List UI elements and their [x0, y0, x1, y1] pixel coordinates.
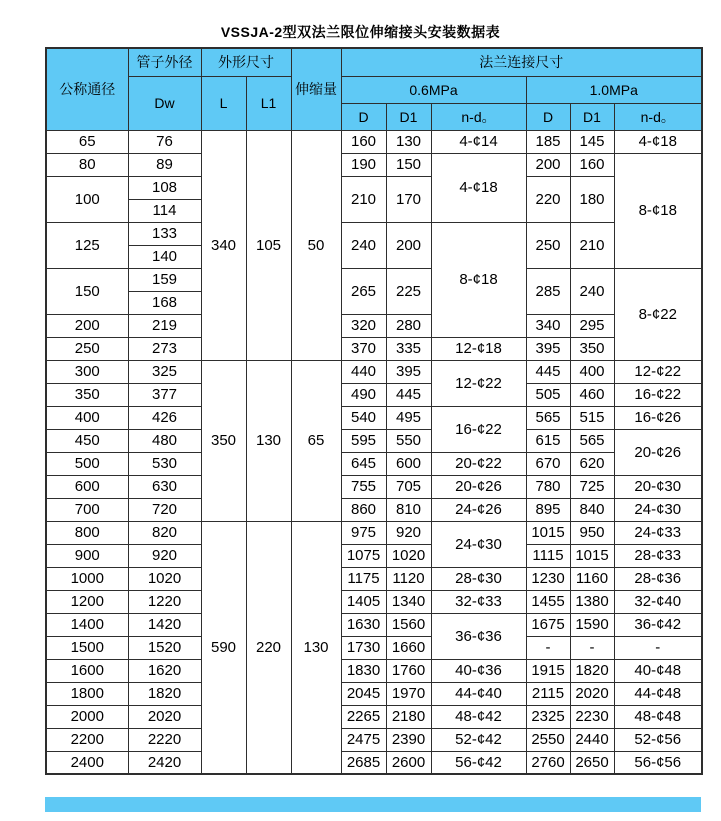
- table-cell: 530: [128, 452, 201, 475]
- table-cell: 40-¢48: [614, 659, 702, 682]
- table-cell: 52-¢56: [614, 728, 702, 751]
- table-cell: 1020: [386, 544, 431, 567]
- table-cell: 2180: [386, 705, 431, 728]
- table-row: [46, 475, 702, 498]
- table-cell: 210: [570, 222, 614, 268]
- table-row: [46, 383, 702, 406]
- header-nd-06: n-d。: [431, 103, 526, 130]
- table-cell: 12-¢22: [614, 360, 702, 383]
- header-expansion: 伸缩量: [291, 48, 341, 130]
- table-cell: 285: [526, 268, 570, 314]
- header-06mpa: 0.6MPa: [341, 76, 526, 103]
- table-cell: 1000: [46, 567, 128, 590]
- table-cell: 160: [570, 153, 614, 176]
- table-row: [46, 429, 702, 452]
- table-cell: 225: [386, 268, 431, 314]
- table-cell: 1015: [570, 544, 614, 567]
- table-cell: 1420: [128, 613, 201, 636]
- table-cell: 20-¢26: [614, 429, 702, 475]
- table-row: [46, 705, 702, 728]
- table-cell: 168: [128, 291, 201, 314]
- table-cell: 36-¢36: [431, 613, 526, 659]
- table-cell: 350: [46, 383, 128, 406]
- table-cell: 1115: [526, 544, 570, 567]
- table-cell: 280: [386, 314, 431, 337]
- table-header: [46, 48, 702, 130]
- table-cell: 300: [46, 360, 128, 383]
- table-cell: 725: [570, 475, 614, 498]
- table-row: [46, 222, 702, 245]
- table-cell: 100: [46, 176, 128, 222]
- table-cell: 395: [526, 337, 570, 360]
- table-cell: 2420: [128, 751, 201, 774]
- table-cell: 950: [570, 521, 614, 544]
- table-row: [46, 268, 702, 291]
- table-cell: 480: [128, 429, 201, 452]
- table-cell: 900: [46, 544, 128, 567]
- table-cell: 16-¢26: [614, 406, 702, 429]
- table-cell: 200: [46, 314, 128, 337]
- table-row: [46, 544, 702, 567]
- table-cell: 108: [128, 176, 201, 199]
- header-pipe-outer-diameter: 管子外径: [128, 48, 201, 76]
- installation-data-table: [45, 47, 703, 775]
- table-cell: 670: [526, 452, 570, 475]
- table-cell: 780: [526, 475, 570, 498]
- table-cell: 645: [341, 452, 386, 475]
- table-row: [46, 360, 702, 383]
- table-cell: 325: [128, 360, 201, 383]
- table-body: [46, 130, 702, 774]
- table-cell: 190: [341, 153, 386, 176]
- table-cell: 1200: [46, 590, 128, 613]
- table-cell: 810: [386, 498, 431, 521]
- table-cell: 1380: [570, 590, 614, 613]
- table-cell: 150: [46, 268, 128, 314]
- table-cell: 1760: [386, 659, 431, 682]
- table-cell: -: [614, 636, 702, 659]
- table-cell: 28-¢36: [614, 567, 702, 590]
- table-row: [46, 682, 702, 705]
- table-cell: 1405: [341, 590, 386, 613]
- table-cell: 600: [386, 452, 431, 475]
- table-cell: 150: [386, 153, 431, 176]
- header-outline-dimensions: 外形尺寸: [201, 48, 291, 76]
- table-cell: 28-¢33: [614, 544, 702, 567]
- table-cell: 2020: [128, 705, 201, 728]
- table-cell: 2200: [46, 728, 128, 751]
- header-l: L: [201, 76, 246, 130]
- table-row: [46, 636, 702, 659]
- header-d1-10: D1: [570, 103, 614, 130]
- header-d1-06: D1: [386, 103, 431, 130]
- table-cell: 273: [128, 337, 201, 360]
- table-cell: 145: [570, 130, 614, 153]
- table-cell: 2760: [526, 751, 570, 774]
- table-cell: 400: [570, 360, 614, 383]
- header-l1: L1: [246, 76, 291, 130]
- table-cell: 445: [386, 383, 431, 406]
- table-cell: 180: [570, 176, 614, 222]
- table-row: [46, 130, 702, 153]
- table-cell: 16-¢22: [431, 406, 526, 452]
- table-row: [46, 613, 702, 636]
- table-cell: 490: [341, 383, 386, 406]
- table-cell: 220: [246, 521, 291, 774]
- table-cell: 185: [526, 130, 570, 153]
- table-cell: 350: [570, 337, 614, 360]
- table-cell: 2475: [341, 728, 386, 751]
- table-cell: 720: [128, 498, 201, 521]
- table-cell: 8-¢22: [614, 268, 702, 360]
- table-cell: 1520: [128, 636, 201, 659]
- table-cell: 130: [386, 130, 431, 153]
- table-cell: 170: [386, 176, 431, 222]
- header-nd-10: n-d。: [614, 103, 702, 130]
- table-cell: 48-¢48: [614, 705, 702, 728]
- table-cell: 56-¢56: [614, 751, 702, 774]
- table-cell: 65: [46, 130, 128, 153]
- table-cell: 56-¢42: [431, 751, 526, 774]
- table-cell: 615: [526, 429, 570, 452]
- table-cell: 2685: [341, 751, 386, 774]
- table-cell: 1590: [570, 613, 614, 636]
- table-cell: 1630: [341, 613, 386, 636]
- table-cell: 320: [341, 314, 386, 337]
- table-row: [46, 659, 702, 682]
- table-cell: 1560: [386, 613, 431, 636]
- table-cell: 219: [128, 314, 201, 337]
- table-cell: 44-¢48: [614, 682, 702, 705]
- table-cell: 20-¢26: [431, 475, 526, 498]
- table-cell: 2045: [341, 682, 386, 705]
- table-cell: 140: [128, 245, 201, 268]
- table-cell: 24-¢30: [614, 498, 702, 521]
- table-cell: 895: [526, 498, 570, 521]
- table-cell: 1620: [128, 659, 201, 682]
- table-cell: 840: [570, 498, 614, 521]
- table-cell: 4-¢18: [614, 130, 702, 153]
- table-cell: 595: [341, 429, 386, 452]
- table-cell: 36-¢42: [614, 613, 702, 636]
- table-cell: 32-¢33: [431, 590, 526, 613]
- header-dw: Dw: [128, 76, 201, 130]
- table-cell: 340: [201, 130, 246, 360]
- table-cell: 24-¢26: [431, 498, 526, 521]
- table-cell: 159: [128, 268, 201, 291]
- table-cell: 12-¢22: [431, 360, 526, 406]
- table-cell: -: [526, 636, 570, 659]
- table-cell: 2400: [46, 751, 128, 774]
- table-cell: 80: [46, 153, 128, 176]
- table-cell: 1820: [570, 659, 614, 682]
- table-cell: 2220: [128, 728, 201, 751]
- table-cell: 505: [526, 383, 570, 406]
- table-cell: 2440: [570, 728, 614, 751]
- table-cell: 1675: [526, 613, 570, 636]
- table-cell: 2390: [386, 728, 431, 751]
- table-cell: 920: [386, 521, 431, 544]
- table-cell: 600: [46, 475, 128, 498]
- table-cell: 620: [570, 452, 614, 475]
- header-10mpa: 1.0MPa: [526, 76, 702, 103]
- table-row: [46, 751, 702, 774]
- table-row: [46, 728, 702, 751]
- table-cell: 1915: [526, 659, 570, 682]
- table-row: [46, 176, 702, 199]
- table-cell: 590: [201, 521, 246, 774]
- table-cell: 220: [526, 176, 570, 222]
- table-cell: 2265: [341, 705, 386, 728]
- table-cell: 130: [246, 360, 291, 521]
- table-cell: 1175: [341, 567, 386, 590]
- table-cell: 133: [128, 222, 201, 245]
- table-cell: 48-¢42: [431, 705, 526, 728]
- table-cell: 460: [570, 383, 614, 406]
- table-cell: 8-¢18: [614, 153, 702, 268]
- table-cell: 1015: [526, 521, 570, 544]
- table-cell: 1970: [386, 682, 431, 705]
- table-cell: 200: [386, 222, 431, 268]
- table-cell: 240: [570, 268, 614, 314]
- table-cell: 1730: [341, 636, 386, 659]
- table-cell: 50: [291, 130, 341, 360]
- table-cell: 89: [128, 153, 201, 176]
- table-cell: 114: [128, 199, 201, 222]
- table-cell: 705: [386, 475, 431, 498]
- table-cell: 400: [46, 406, 128, 429]
- table-cell: 2115: [526, 682, 570, 705]
- table-cell: 2230: [570, 705, 614, 728]
- table-cell: 2325: [526, 705, 570, 728]
- table-cell: 105: [246, 130, 291, 360]
- table-cell: 920: [128, 544, 201, 567]
- table-cell: 24-¢30: [431, 521, 526, 567]
- table-row: [46, 314, 702, 337]
- table-cell: 495: [386, 406, 431, 429]
- table-cell: 377: [128, 383, 201, 406]
- table-cell: 28-¢30: [431, 567, 526, 590]
- header-d-06: D: [341, 103, 386, 130]
- table-cell: 250: [46, 337, 128, 360]
- table-cell: 12-¢18: [431, 337, 526, 360]
- table-cell: 52-¢42: [431, 728, 526, 751]
- table-cell: 440: [341, 360, 386, 383]
- table-cell: 445: [526, 360, 570, 383]
- table-cell: 1400: [46, 613, 128, 636]
- table-cell: 44-¢40: [431, 682, 526, 705]
- table-cell: 2000: [46, 705, 128, 728]
- table-row: [46, 590, 702, 613]
- table-cell: 40-¢36: [431, 659, 526, 682]
- table-cell: 4-¢18: [431, 153, 526, 222]
- table-cell: 210: [341, 176, 386, 222]
- table-cell: 630: [128, 475, 201, 498]
- table-cell: 975: [341, 521, 386, 544]
- table-cell: 426: [128, 406, 201, 429]
- header-row-2: [46, 76, 702, 103]
- header-flange-connection: 法兰连接尺寸: [341, 48, 702, 76]
- table-cell: 755: [341, 475, 386, 498]
- table-cell: 1800: [46, 682, 128, 705]
- table-cell: 250: [526, 222, 570, 268]
- table-row: [46, 153, 702, 176]
- table-cell: 550: [386, 429, 431, 452]
- table-cell: 540: [341, 406, 386, 429]
- table-cell: 335: [386, 337, 431, 360]
- table-cell: 2650: [570, 751, 614, 774]
- table-cell: 1020: [128, 567, 201, 590]
- table-cell: 8-¢18: [431, 222, 526, 337]
- header-row-1: [46, 48, 702, 76]
- page-title: VSSJA-2型双法兰限位伸缩接头安装数据表: [220, 24, 501, 40]
- table-cell: 340: [526, 314, 570, 337]
- table-cell: 1340: [386, 590, 431, 613]
- table-cell: 160: [341, 130, 386, 153]
- table-row: [46, 567, 702, 590]
- table-cell: 1120: [386, 567, 431, 590]
- table-cell: 700: [46, 498, 128, 521]
- table-cell: 565: [526, 406, 570, 429]
- table-cell: 2600: [386, 751, 431, 774]
- table-cell: 500: [46, 452, 128, 475]
- table-cell: 565: [570, 429, 614, 452]
- table-cell: 370: [341, 337, 386, 360]
- installation-data-table-wrap: [45, 47, 701, 775]
- table-cell: 1220: [128, 590, 201, 613]
- table-cell: 450: [46, 429, 128, 452]
- table-cell: 125: [46, 222, 128, 268]
- table-cell: -: [570, 636, 614, 659]
- table-cell: 76: [128, 130, 201, 153]
- table-cell: 20-¢22: [431, 452, 526, 475]
- table-cell: 395: [386, 360, 431, 383]
- table-cell: 1820: [128, 682, 201, 705]
- table-cell: 1660: [386, 636, 431, 659]
- table-cell: 2550: [526, 728, 570, 751]
- table-cell: 515: [570, 406, 614, 429]
- table-cell: 20-¢30: [614, 475, 702, 498]
- table-cell: 4-¢14: [431, 130, 526, 153]
- table-cell: 65: [291, 360, 341, 521]
- table-cell: 16-¢22: [614, 383, 702, 406]
- table-cell: 800: [46, 521, 128, 544]
- table-cell: 820: [128, 521, 201, 544]
- table-cell: 240: [341, 222, 386, 268]
- table-cell: 200: [526, 153, 570, 176]
- table-row: [46, 406, 702, 429]
- table-cell: 1830: [341, 659, 386, 682]
- table-row: [46, 452, 702, 475]
- table-cell: 350: [201, 360, 246, 521]
- table-cell: 130: [291, 521, 341, 774]
- table-cell: 1160: [570, 567, 614, 590]
- table-cell: 860: [341, 498, 386, 521]
- table-row: [46, 521, 702, 544]
- footer-bar: [45, 797, 701, 812]
- table-cell: 1455: [526, 590, 570, 613]
- header-nominal-diameter: 公称通径: [46, 48, 128, 130]
- table-cell: 24-¢33: [614, 521, 702, 544]
- table-cell: 1230: [526, 567, 570, 590]
- table-cell: 1600: [46, 659, 128, 682]
- table-row: [46, 337, 702, 360]
- table-cell: 2020: [570, 682, 614, 705]
- table-cell: 265: [341, 268, 386, 314]
- table-cell: 32-¢40: [614, 590, 702, 613]
- table-cell: 295: [570, 314, 614, 337]
- table-cell: 1075: [341, 544, 386, 567]
- table-row: [46, 498, 702, 521]
- table-cell: 1500: [46, 636, 128, 659]
- header-d-10: D: [526, 103, 570, 130]
